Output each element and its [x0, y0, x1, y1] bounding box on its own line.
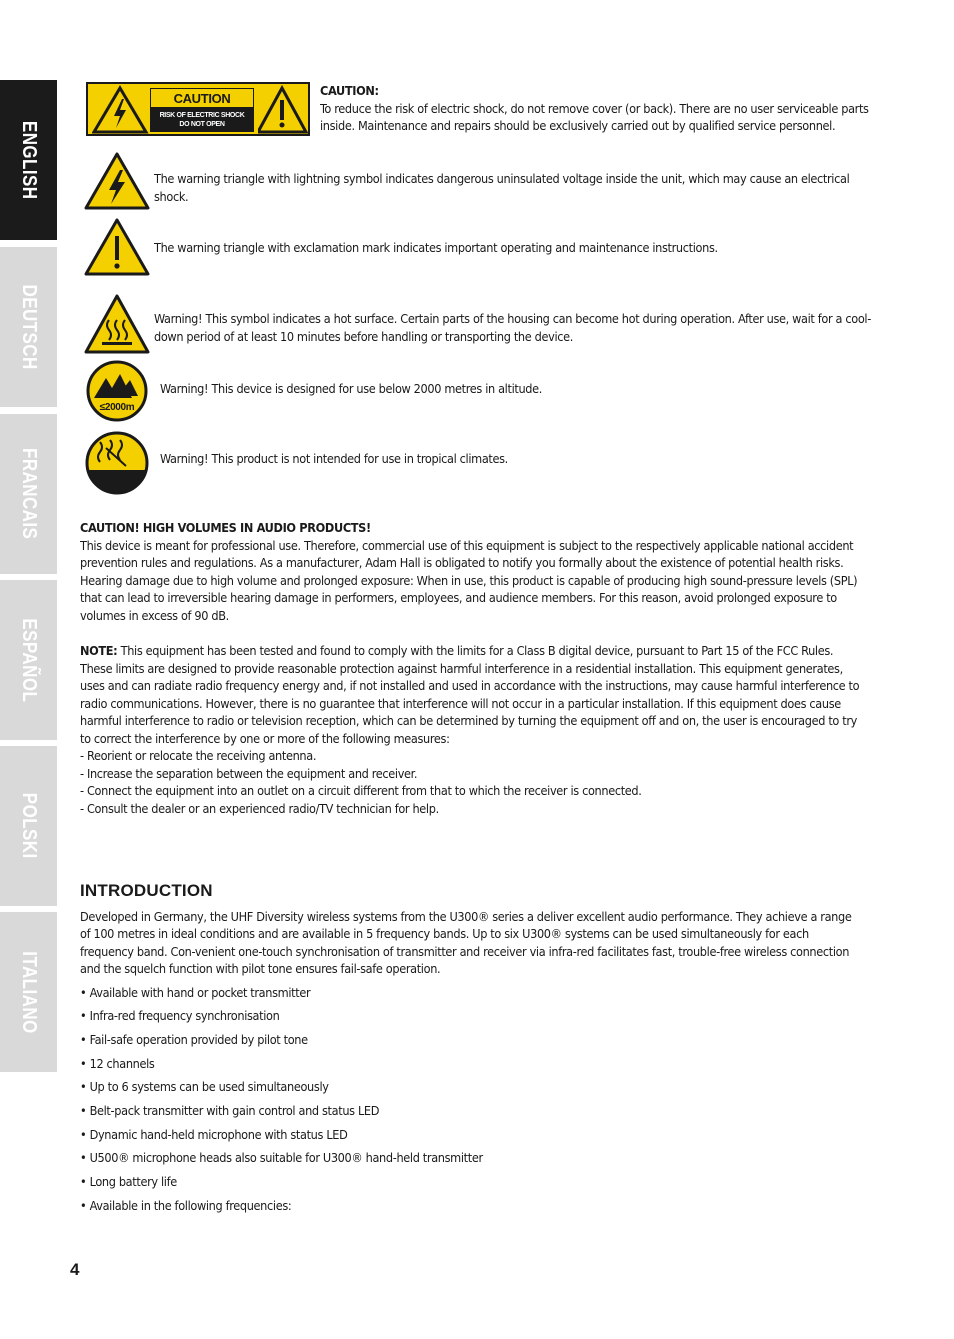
symbol-row-lightning — [80, 152, 880, 212]
note-measure: - Consult the dealer or an experienced radio/TV technician for help. — [80, 800, 439, 816]
tab-francais-label: FRANCAIS — [18, 448, 40, 540]
tab-francais[interactable] — [0, 414, 57, 574]
tab-deutsch[interactable] — [0, 247, 57, 407]
note-measure: - Increase the separation between the equipment and receiver. — [80, 765, 418, 781]
feature-item: • Up to 6 systems can be used simultaneously — [80, 1079, 329, 1095]
tab-italiano-label: ITALIANO — [18, 950, 40, 1034]
feature-item: • 12 channels — [80, 1055, 155, 1071]
exclamation-symbol-text: The warning triangle with exclamation mark indicates important operating and maintenance instructions. — [154, 240, 718, 255]
lightning-triangle-icon — [92, 84, 152, 134]
caution-text-block — [320, 82, 880, 135]
exclamation-symbol-icon — [84, 218, 150, 276]
feature-item: • Infra-red frequency synchronisation — [80, 1008, 280, 1024]
tab-polski-label: POLSKI — [18, 793, 40, 859]
symbol-row-tropical — [80, 430, 880, 496]
high-volume-heading: CAUTION! HIGH VOLUMES IN AUDIO PRODUCTS! — [80, 520, 371, 535]
caution-block — [80, 82, 880, 140]
hot-surface-icon — [84, 294, 150, 354]
caution-label-line1: RISK OF ELECTRIC SHOCK — [159, 112, 245, 119]
feature-item: • U500® microphone heads also suitable for U300® hand-held transmitter — [80, 1150, 483, 1166]
feature-item: • Fail-safe operation provided by pilot tone — [80, 1031, 308, 1047]
note-measure: - Reorient or relocate the receiving antenna. — [80, 748, 317, 763]
tropical-climate-icon — [84, 430, 150, 496]
caution-text: To reduce the risk of electric shock, do not remove cover (or back). There are no user serviceable parts inside. Maintenance and repairs should be exclusively carried out by qualified service personnel. — [320, 100, 869, 133]
caution-label-warning — [150, 108, 254, 132]
symbol-row-altitude — [80, 360, 880, 422]
hot-surface-text: Warning! This symbol indicates a hot surface. Certain parts of the housing can become hot during operation. After use, wait for a cool-down period of at least 10 minutes before handling or transporting the device. — [154, 311, 871, 344]
fcc-note-paragraph — [80, 642, 860, 747]
high-volume-text: This device is meant for professional use. Therefore, commercial use of this equipment is subject to the respectively applicable national accident prevention rules and regulations. As a manufacturer, Adam Hall is obligated to notify you formally about the existence of potential health risks. Hearing damage due to high volume and prolonged exposure: When in use, this product is capable of producing high sound-pressure levels (SPL) that can lead to irreversible hearing damage in performers, employees, and audience members. For this reason, avoid prolonged exposure to volumes in excess of 90 dB. — [80, 537, 858, 623]
caution-label-title: CAUTION — [150, 88, 254, 108]
note-label: NOTE: — [80, 643, 118, 658]
caution-label-line2: DO NOT OPEN — [179, 121, 225, 128]
altitude-text: Warning! This device is designed for use below 2000 metres in altitude. — [160, 381, 543, 396]
symbol-row-hot-surface — [80, 294, 880, 354]
tab-italiano[interactable] — [0, 912, 57, 1072]
tab-espanol-label: ESPAÑOL — [18, 618, 40, 702]
feature-item: • Dynamic hand-held microphone with status LED — [80, 1126, 348, 1142]
introduction-section — [80, 882, 860, 1220]
introduction-heading: INTRODUCTION — [80, 881, 213, 900]
high-volume-section — [80, 519, 860, 624]
symbol-row-exclamation — [80, 218, 880, 278]
feature-item: • Long battery life — [80, 1174, 177, 1189]
page-number: 4 — [70, 1260, 80, 1279]
note-text: This equipment has been tested and found to comply with the limits for a Class B digital device, pursuant to Part 15 of the FCC Rules. These limits are designed to provide reasonable protection against harmful interference in a residential installation. This equipment generates, uses and can radiate radio frequency energy and, if not installed and used in accordance with the instructions, may cause harmful interference to radio communications. However, there is no guarantee that interference will not occur in a particular installation. If this equipment does cause harmful interference to radio or television reception, which can be determined by turning the equipment off and on, the user is encouraged to try to correct the interference by one or more of the following measures: — [80, 643, 860, 746]
introduction-text: Developed in Germany, the UHF Diversity wireless systems from the U300® series a deliver excellent audio performance. They achieve a range of 100 metres in ideal conditions and are available in 5 frequency bands. Up to six U300® systems can be used simultaneously for each frequency band. Con-venient one-touch synchronisation of transmitter and receiver via infra-red facilitates fast, trouble-free wireless connection and the squelch function with pilot tone ensures fail-safe operation. — [80, 908, 852, 976]
feature-item: • Available with hand or pocket transmitter — [80, 984, 311, 1000]
lightning-symbol-icon — [84, 152, 150, 210]
altitude-badge-text: ≤2000m — [99, 402, 135, 413]
tropical-text: Warning! This product is not intended for use in tropical climates. — [160, 451, 508, 466]
tab-espanol[interactable] — [0, 580, 57, 740]
feature-item: • Belt-pack transmitter with gain control and status LED — [80, 1102, 380, 1118]
lightning-symbol-text: The warning triangle with lightning symbol indicates dangerous uninsulated voltage inside the unit, which may cause an electrical shock. — [154, 171, 850, 204]
tab-english-label: ENGLISH — [18, 120, 40, 200]
caution-label — [86, 82, 310, 136]
exclamation-triangle-icon — [258, 84, 308, 134]
caution-heading: CAUTION: — [320, 83, 379, 98]
tab-polski[interactable] — [0, 746, 57, 906]
feature-item: • Available in the following frequencies: — [80, 1197, 292, 1213]
feature-list — [80, 984, 860, 1221]
note-measure: - Connect the equipment into an outlet on a circuit different from that to which the receiver is connected. — [80, 783, 642, 798]
fcc-note-section — [80, 642, 860, 817]
altitude-2000m-icon — [84, 360, 150, 422]
tab-deutsch-label: DEUTSCH — [18, 284, 40, 370]
tab-english[interactable] — [0, 80, 57, 240]
